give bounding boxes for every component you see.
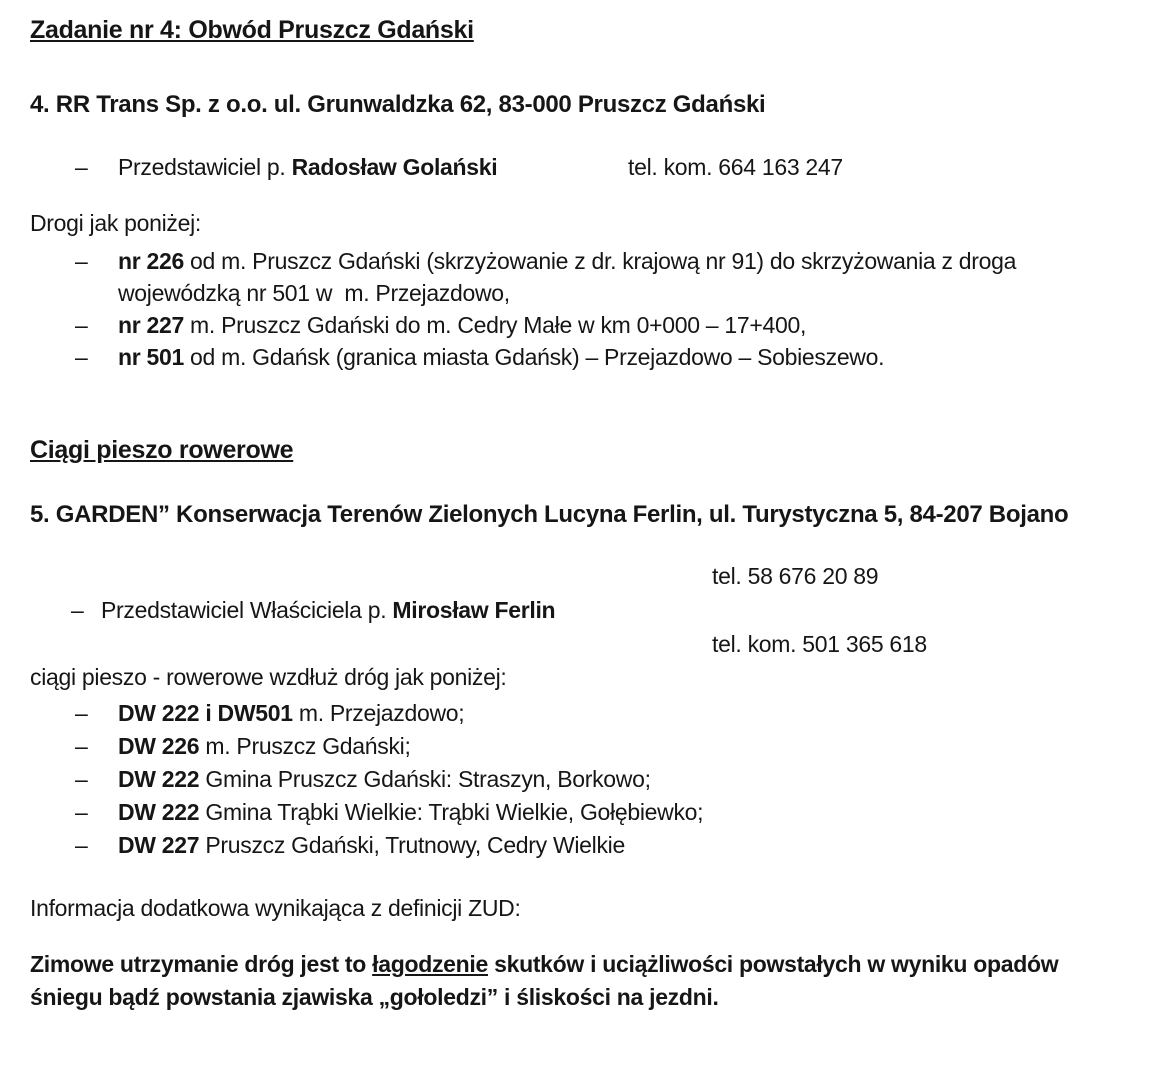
list-dash: – [75,344,88,370]
company2-office-phone: tel. 58 676 20 89 [712,563,879,589]
list-item [30,829,1135,862]
list-item [30,763,1135,796]
definition-part2: skutków i uciążliwości powstałych w wyniku opadów śniegu bądź powstania zjawiska „gołoledzi” i śliskości na jezdni. [30,951,1059,1010]
path-number: DW 222 [118,799,200,825]
list-dash: – [75,312,88,338]
path-number: DW 222 i DW501 [118,700,293,726]
section2-heading-row [30,433,1135,467]
task-heading: Zadanie nr 4: Obwód Pruszcz Gdański [30,16,474,44]
path-description: Gmina Trąbki Wielkie: Trąbki Wielkie, Gołębiewko; [199,799,704,825]
list-dash: – [75,799,88,825]
company1-representative-line [30,151,1135,183]
road-number: nr 226 [118,248,184,274]
roads-list [30,245,1135,373]
list-item [30,309,1135,341]
path-description: Gmina Pruszcz Gdański: Straszyn, Borkowo; [199,766,651,792]
rep2-prefix: Przedstawiciel Właściciela p. [101,597,393,623]
list-item [30,697,1135,730]
company2-representative-line [30,594,1135,626]
path-description: m. Przejazdowo; [292,700,465,726]
list-item [30,341,1135,373]
paths-list [30,697,1135,862]
road-number: nr 501 [118,344,184,370]
list-dash: – [75,248,88,274]
company2-mobile-phone: tel. kom. 501 365 618 [712,631,927,657]
roads-intro: Drogi jak poniżej: [30,210,202,236]
company2-title: 5. GARDEN” Konserwacja Terenów Zielonych Lucyna Ferlin, ul. Turystyczna 5, 84-207 Bojano [30,501,1069,528]
list-dash: – [75,154,88,180]
paths-intro: ciągi pieszo - rowerowe wzdłuż dróg jak poniżej: [30,664,507,690]
path-number: DW 226 [118,733,200,759]
company1-title: 4. RR Trans Sp. z o.o. ul. Grunwaldzka 62, 83-000 Pruszcz Gdański [30,91,766,118]
rep2-name: Mirosław Ferlin [392,597,556,623]
road-description: m. Pruszcz Gdański do m. Cedry Małe w km 0+000 – 17+400, [183,312,807,338]
path-number: DW 227 [118,832,200,858]
definition-underlined-word: łagodzenie [372,951,488,977]
list-dash: – [75,832,88,858]
path-number: DW 222 [118,766,200,792]
road-description: od m. Gdańsk (granica miasta Gdańsk) – Przejazdowo – Sobieszewo. [183,344,885,370]
road-number: nr 227 [118,312,184,338]
zud-info-line: Informacja dodatkowa wynikająca z definicji ZUD: [30,895,521,921]
list-item [30,730,1135,763]
list-dash: – [71,597,84,623]
list-item [30,245,1135,309]
road-description: od m. Pruszcz Gdański (skrzyżowanie z dr. krajową nr 91) do skrzyżowania z droga wojewódzką nr 501 w m. Przejazdowo, [118,248,1017,306]
path-description: m. Pruszcz Gdański; [199,733,411,759]
path-description: Pruszcz Gdański, Trutnowy, Cedry Wielkie [199,832,625,858]
rep1-name: Radosław Golański [291,154,498,180]
rep1-prefix: Przedstawiciel p. [118,154,292,180]
section2-heading: Ciągi pieszo rowerowe [30,436,294,464]
list-dash: – [75,766,88,792]
list-item [30,796,1135,829]
list-dash: – [75,700,88,726]
definition-part1: Zimowe utrzymanie dróg jest to [30,951,373,977]
task-heading-row [30,13,1135,47]
zud-definition [30,948,1135,1014]
list-dash: – [75,733,88,759]
rep1-phone: tel. kom. 664 163 247 [628,154,843,180]
